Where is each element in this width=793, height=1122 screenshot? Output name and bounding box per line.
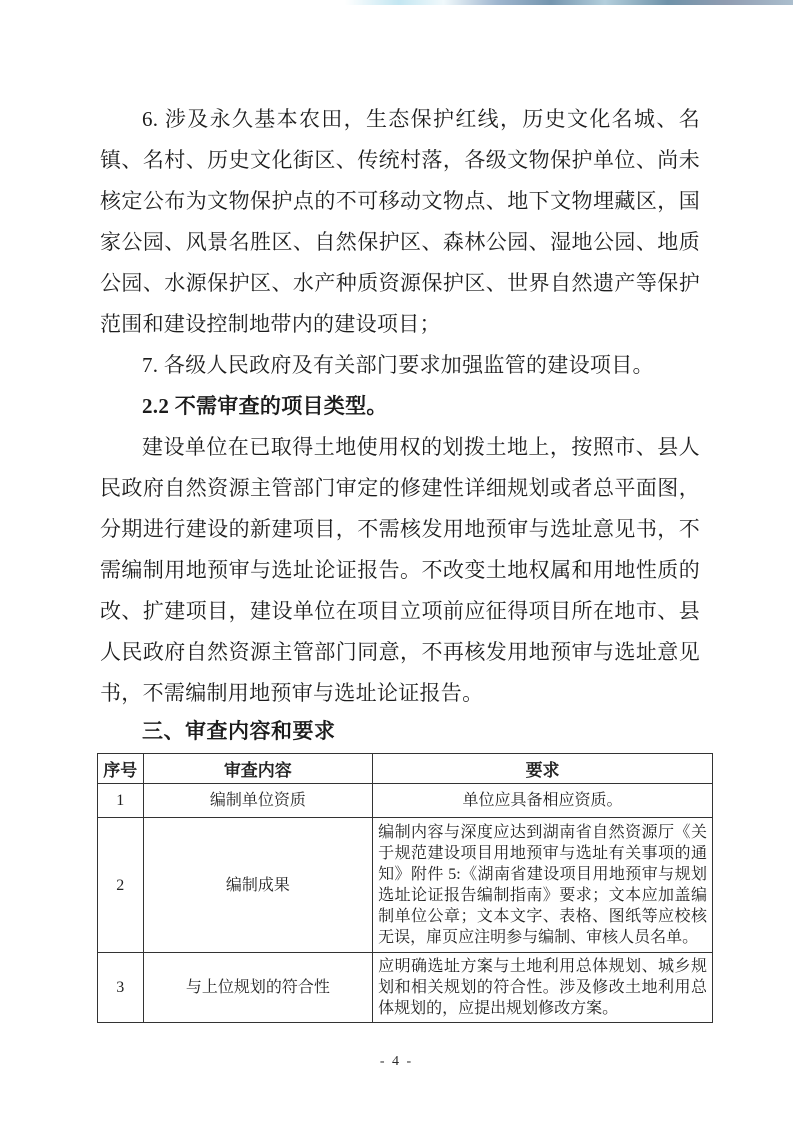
paragraph-section-2-2: 建设单位在已取得土地使用权的划拨土地上，按照市、县人民政府自然资源主管部门审定的修建性详细规划或者总平面图，分期进行建设的新建项目，不需核发用地预审与选址意见书，不需编制用地预审与选址论证报告。不改变土地权属和用地性质的改、扩建项目，建设单位在项目立项前应征得项目所在地市、县人民政府自然资源主管部门同意，不再核发用地预审与选址意见书，不需编制用地预审与选址论证报告。	[100, 435, 700, 705]
cell-requirement: 应明确选址方案与土地利用总体规划、城乡规划和相关规划的符合性。涉及修改土地利用总体规划的，应提出规划修改方案。	[373, 953, 713, 1023]
paragraph-item-6: 6. 涉及永久基本农田，生态保护红线，历史文化名城、名镇、名村、历史文化街区、传统村落，各级文物保护单位、尚未核定公布为文物保护点的不可移动文物点、地下文物埋藏区，国家公园、风景名胜区、自然保护区、森林公园、湿地公园、地质公园、水源保护区、水产种质资源保护区、世界自然遗产等保护范围和建设控制地带内的建设项目；	[100, 107, 700, 336]
table-header-row	[98, 754, 713, 784]
table-row	[98, 784, 713, 818]
table-row	[98, 818, 713, 953]
cell-content: 编制成果	[143, 818, 373, 953]
table-row	[98, 953, 713, 1023]
cell-requirement: 编制内容与深度应达到湖南省自然资源厅《关于规范建设项目用地预审与选址有关事项的通知》附件 5:《湖南省建设项目用地预审与规划选址论证报告编制指南》要求；文本应加盖编制单位公章；文本文字、表格、图纸等应校核无误，扉页应注明参与编制、审核人员名单。	[373, 818, 713, 953]
table-header-serial: 序号	[98, 754, 144, 784]
table-header-content: 审查内容	[143, 754, 373, 784]
page-content	[100, 99, 707, 1023]
cell-content: 与上位规划的符合性	[143, 953, 373, 1023]
page-number: - 4 -	[379, 1054, 414, 1069]
heading-section-3: 三、审查内容和要求	[142, 719, 336, 743]
cell-serial: 3	[98, 953, 144, 1023]
cell-content: 编制单位资质	[143, 784, 373, 818]
scan-edge-artifact	[345, 0, 793, 5]
cell-serial: 1	[98, 784, 144, 818]
heading-section-2-2: 2.2 不需审查的项目类型。	[142, 394, 388, 418]
review-requirements-table	[97, 753, 713, 1023]
cell-serial: 2	[98, 818, 144, 953]
table-header-requirement: 要求	[373, 754, 713, 784]
cell-requirement: 单位应具备相应资质。	[373, 784, 713, 818]
paragraph-item-7: 7. 各级人民政府及有关部门要求加强监管的建设项目。	[142, 353, 654, 377]
